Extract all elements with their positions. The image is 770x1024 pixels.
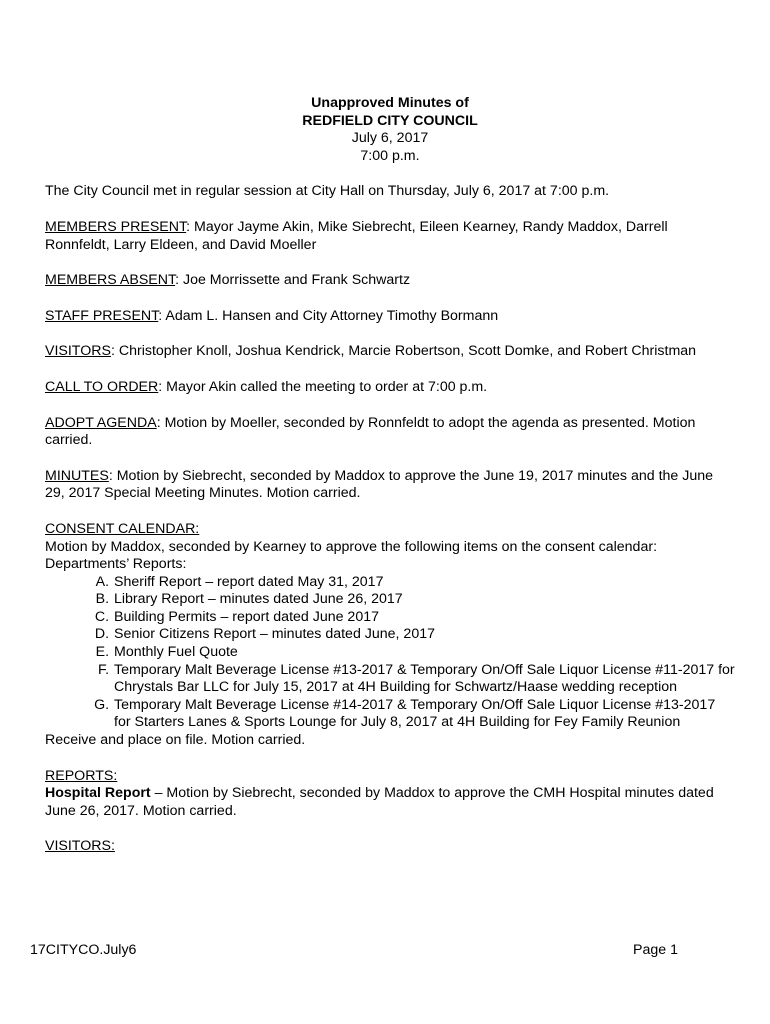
visitors-heading: VISITORS: <box>45 838 115 855</box>
intro-paragraph: The City Council met in regular session at City Hall on Thursday, July 6, 2017 at 7:00 p.m. <box>45 183 610 200</box>
consent-closing: Receive and place on file. Motion carried. <box>45 732 306 749</box>
header-date: July 6, 2017 <box>351 130 429 147</box>
members-present-label: MEMBERS PRESENT <box>45 218 187 235</box>
consent-calendar-section <box>45 521 735 750</box>
list-item: F. Temporary Malt Beverage License #13-2017 & Temporary On/Off Sale Liquor License #11-2017 for Chrystals Bar LLC for July 15, 2017 at 4H Building for Schwartz/Haase wedding reception <box>113 662 735 697</box>
adopt-agenda-text: : Motion by Moeller, seconded by Ronnfeldt to adopt the agenda as presented. Motion carried. <box>45 414 696 449</box>
list-item: C. Building Permits – report dated June 2017 <box>113 609 735 627</box>
header-council-name: REDFIELD CITY COUNCIL <box>302 112 478 129</box>
visitors-section <box>45 343 735 361</box>
adopt-agenda-label: ADOPT AGENDA <box>45 414 157 431</box>
staff-present-text: : Adam L. Hansen and City Attorney Timothy Bormann <box>158 307 499 324</box>
call-to-order-label: CALL TO ORDER <box>45 378 159 395</box>
list-item: A. Sheriff Report – report dated May 31, 2017 <box>113 574 735 592</box>
list-item: D. Senior Citizens Report – minutes dated June, 2017 <box>113 626 735 644</box>
call-to-order-text: : Mayor Akin called the meeting to order at 7:00 p.m. <box>158 378 488 395</box>
minutes-section <box>45 468 735 503</box>
header-time: 7:00 p.m. <box>360 147 420 164</box>
minutes-label: MINUTES <box>45 467 109 484</box>
adopt-agenda-section <box>45 415 735 450</box>
members-present-section <box>45 219 735 254</box>
consent-calendar-label: CONSENT CALENDAR: <box>45 520 200 537</box>
footer-doc-id: 17CITYCO.July6 <box>30 942 137 958</box>
minutes-text: : Motion by Siebrecht, seconded by Maddox to approve the June 19, 2017 minutes and the June 29, 2017 Special Meeting Minutes. Motion carried. <box>45 467 713 502</box>
reports-label: REPORTS: <box>45 767 118 784</box>
members-absent-section <box>45 272 735 290</box>
consent-motion: Motion by Maddox, seconded by Kearney to approve the following items on the consent calendar: <box>45 538 658 555</box>
call-to-order-section <box>45 379 735 397</box>
departments-reports-label: Departments’ Reports: <box>45 556 187 573</box>
document-page <box>45 95 735 856</box>
hospital-report <box>45 785 735 820</box>
footer-page-number: Page 1 <box>633 942 678 958</box>
members-absent-text: : Joe Morrissette and Frank Schwartz <box>175 272 411 289</box>
staff-present-section <box>45 308 735 326</box>
list-item: G. Temporary Malt Beverage License #14-2017 & Temporary On/Off Sale Liquor License #13-2017 for Starters Lanes & Sports Lounge for July 8, 2017 at 4H Building for Fey Family Reunion <box>113 697 735 732</box>
staff-present-label: STAFF PRESENT <box>45 307 159 324</box>
header-line1: Unapproved Minutes of <box>311 95 469 111</box>
hospital-report-label: Hospital Report <box>45 785 151 802</box>
list-item: E. Monthly Fuel Quote <box>113 644 735 662</box>
members-present-text: : Mayor Jayme Akin, Mike Siebrecht, Eileen Kearney, Randy Maddox, Darrell Ronnfeldt, Larry Eldeen, and David Moeller <box>45 218 668 253</box>
reports-section <box>45 768 735 821</box>
hospital-report-text: – Motion by Siebrecht, seconded by Maddox to approve the CMH Hospital minutes dated June 26, 2017. Motion carried. <box>45 785 714 819</box>
members-absent-label: MEMBERS ABSENT <box>45 272 176 289</box>
visitors-label: VISITORS <box>45 343 111 360</box>
list-item: B. Library Report – minutes dated June 26, 2017 <box>113 591 735 609</box>
visitors-text: : Christopher Knoll, Joshua Kendrick, Marcie Robertson, Scott Domke, and Robert Christman <box>110 343 697 360</box>
minutes-header <box>45 95 735 165</box>
consent-items-list <box>45 574 735 732</box>
